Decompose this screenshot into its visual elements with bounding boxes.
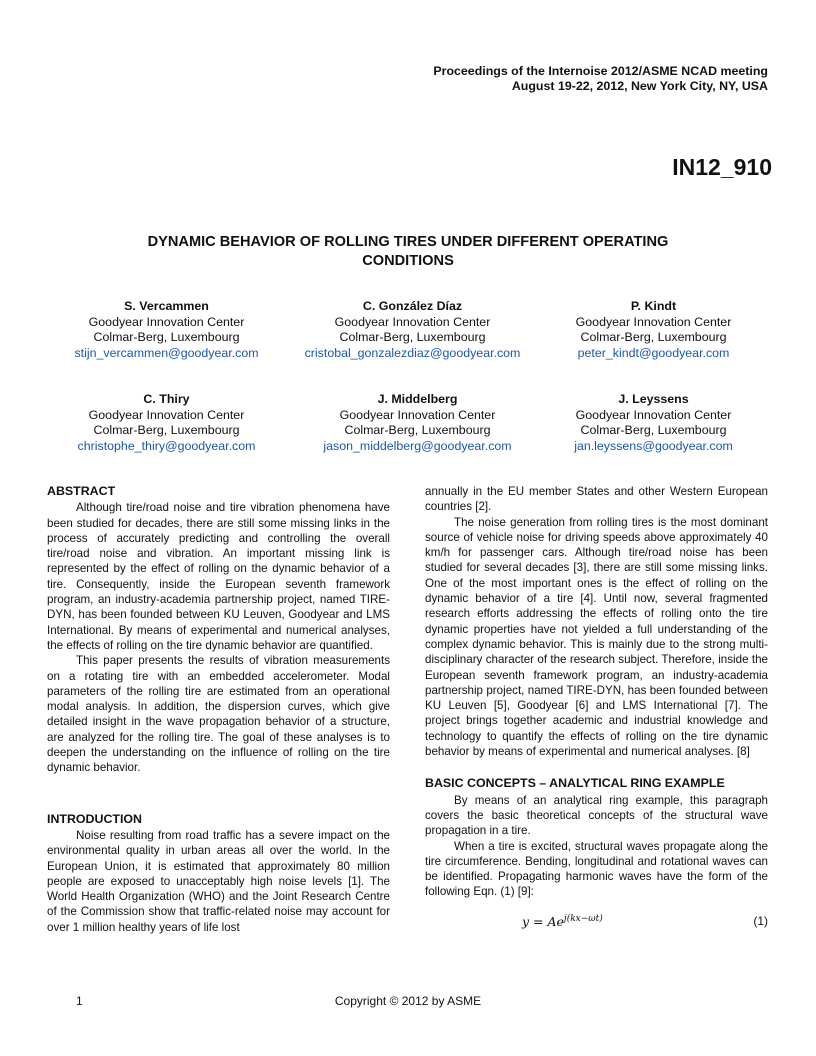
author-name: P. Kindt — [630, 299, 677, 313]
author-block — [44, 299, 289, 361]
author-location: Colmar-Berg, Luxembourg — [339, 330, 486, 344]
author-block — [290, 392, 545, 454]
section-heading-introduction: INTRODUCTION — [47, 811, 142, 826]
introduction-paragraph-1: Noise resulting from road traffic has a severe impact on the environmental quality in urban areas all over the world. In the European Union, it is estimated that approximately 80 million people are exposed to unacceptably high noise levels [1]. The World Health Organization (WHO) and the Joint Research Centre of the Commission show that traffic-related noise may account for over 1 million healthy years of life lost — [47, 828, 390, 934]
author-email-link[interactable]: christophe_thiry@goodyear.com — [77, 438, 256, 453]
equation-exponent: j(kx−ωt) — [563, 913, 603, 924]
right-column — [425, 484, 768, 938]
author-email-link[interactable]: peter_kindt@goodyear.com — [577, 345, 730, 360]
author-org: Goodyear Innovation Center — [88, 314, 245, 329]
author-org: Goodyear Innovation Center — [339, 407, 496, 422]
author-location: Colmar-Berg, Luxembourg — [344, 423, 491, 437]
author-name: J. Middelberg — [377, 392, 458, 406]
section-heading-abstract: ABSTRACT — [47, 484, 116, 498]
conference-date-location: August 19-22, 2012, New York City, NY, USA — [511, 79, 768, 93]
basic-concepts-paragraph-2: When a tire is excited, structural waves propagate along the tire circumference. Bending, longitudinal and rotational waves can be identified. Propagating harmonic waves have the form of the following Eqn. (1) [9]: — [425, 839, 768, 899]
abstract-paragraph-2: This paper presents the results of vibration measurements on a rotating tire with an embedded accelerometer. Modal parameters of the rolling tire are estimated from an operational modal analysis. In addition, the dispersion curves, which give detailed insight in the wave propagation behavior of a structure, are analyzed for the rolling tire. The goal of these analyses is to deepen the understanding on the influence of rolling on the tire dynamic behavior. — [47, 654, 390, 775]
author-block — [536, 299, 771, 361]
author-email-link[interactable]: jason_middelberg@goodyear.com — [323, 438, 512, 453]
introduction-paragraph-2: The noise generation from rolling tires is the most dominant source of vehicle noise for driving speeds above approximately 40 km/h for passenger cars. Although tire/road noise has been studied for several decades [3], there are still some missing links. One of the most important ones is the effect of rolling on the dynamic behavior of a tire [4]. Until now, several fragmented research efforts addressing the effects of rolling onto the tire dynamic properties have not yielded a full understanding of the complex dynamic behavior. This is mainly due to the strong multi-disciplinary character of the research subject. Therefore, inside the European seventh framework program, an industry-academia partnership project, named TIRE-DYN, has been founded between KU Leuven [5], Goodyear [6] and LMS International [7]. The project brings together academic and industrial knowledge and technology to quantify the effects of rolling on the tire dynamic behavior by means of experimental and numerical analyses. [8] — [425, 515, 768, 759]
author-location: Colmar-Berg, Luxembourg — [580, 423, 727, 437]
author-email-link[interactable]: jan.leyssens@goodyear.com — [574, 438, 733, 453]
author-name: J. Leyssens — [618, 392, 689, 406]
equation-lhs: y = Ae — [522, 913, 564, 929]
author-block — [536, 392, 771, 454]
author-location: Colmar-Berg, Luxembourg — [93, 423, 240, 437]
equation-formula — [522, 912, 603, 929]
author-block — [285, 299, 540, 361]
author-location: Colmar-Berg, Luxembourg — [93, 330, 240, 344]
author-location: Colmar-Berg, Luxembourg — [580, 330, 727, 344]
section-spacer — [47, 776, 390, 812]
copyright-notice: Copyright © 2012 by ASME — [334, 994, 482, 1008]
author-name: C. Thiry — [143, 392, 190, 406]
author-org: Goodyear Innovation Center — [575, 407, 732, 422]
author-name: S. Vercammen — [124, 299, 209, 313]
conference-header — [433, 64, 768, 94]
paper-id: IN12_910 — [672, 154, 772, 180]
author-name: C. González Díaz — [362, 299, 463, 313]
author-email-link[interactable]: stijn_vercammen@goodyear.com — [74, 345, 259, 360]
author-email-link[interactable]: cristobal_gonzalezdiaz@goodyear.com — [304, 345, 521, 360]
author-org: Goodyear Innovation Center — [334, 314, 491, 329]
basic-concepts-paragraph-1: By means of an analytical ring example, this paragraph covers the basic theoretical concepts of the structural wave propagation in a tire. — [425, 793, 768, 838]
equation-1 — [425, 912, 768, 938]
introduction-paragraph-1-continued: annually in the EU member States and other Western European countries [2]. — [425, 485, 768, 514]
page-number: 1 — [76, 994, 83, 1008]
equation-number: (1) — [753, 913, 768, 928]
author-org: Goodyear Innovation Center — [88, 407, 245, 422]
conference-name: Proceedings of the Internoise 2012/ASME NCAD meeting — [433, 64, 768, 78]
left-column — [47, 484, 390, 935]
abstract-paragraph-1: Although tire/road noise and tire vibration phenomena have been studied for decades, there are still some missing links in the process of accurately predicting and controlling the overall tire/road noise and vibration. An important missing link is represented by the effect of rolling on the dynamic behavior of a tire. Consequently, inside the European seventh framework program, an industry-academia partnership project, named TIRE-DYN, has been founded between KU Leuven, Goodyear and LMS International. By means of experimental and numerical analyses, the effects of rolling on the tire dynamic behavior are quantified. — [47, 501, 390, 652]
title-line-1: DYNAMIC BEHAVIOR OF ROLLING TIRES UNDER DIFFERENT OPERATING — [147, 234, 669, 250]
paper-title — [80, 233, 736, 271]
section-spacer — [425, 759, 768, 776]
author-org: Goodyear Innovation Center — [575, 314, 732, 329]
section-heading-basic-concepts: BASIC CONCEPTS – ANALYTICAL RING EXAMPLE — [425, 776, 725, 791]
author-block — [44, 392, 289, 454]
title-line-2: CONDITIONS — [362, 253, 454, 269]
